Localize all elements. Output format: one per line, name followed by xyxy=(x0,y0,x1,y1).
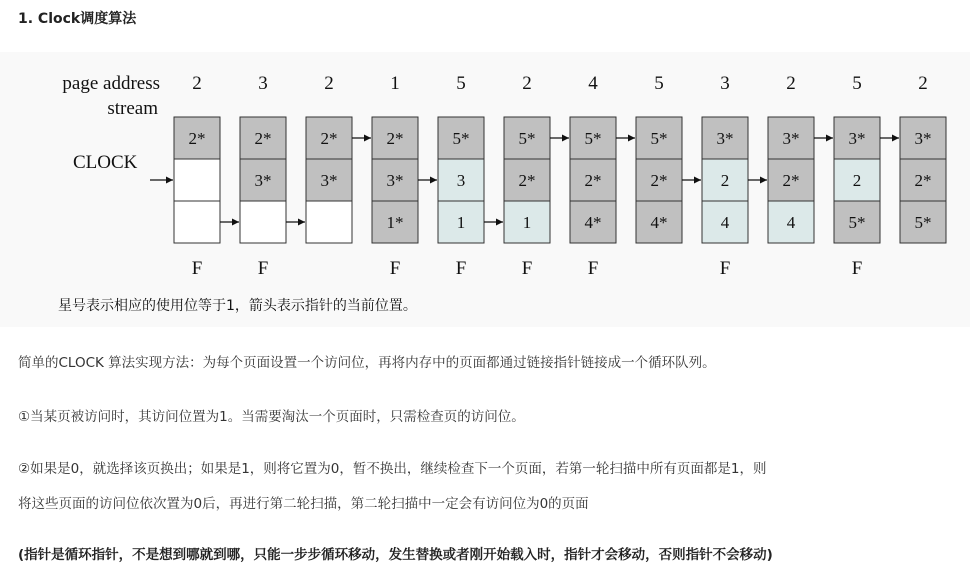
page-reference: 5 xyxy=(852,73,862,94)
frame-cell-value: 3* xyxy=(716,129,734,148)
frame-cell-value: 2 xyxy=(720,171,730,190)
frame-cell-value: 3* xyxy=(914,129,932,148)
frame-cell-value: 5* xyxy=(452,129,470,148)
stream-label-line2: stream xyxy=(107,98,158,119)
frame-cell-value: 4 xyxy=(720,213,730,232)
frame-cell xyxy=(174,201,220,243)
page-fault-marker: F xyxy=(587,258,599,279)
frame-cell-value: 4* xyxy=(584,213,602,232)
frame-cell-value: 1* xyxy=(386,213,404,232)
frame-cell-value: 3* xyxy=(848,129,866,148)
page-fault-marker: F xyxy=(257,258,269,279)
frame-column xyxy=(150,73,220,279)
frame-cell-value: 2* xyxy=(320,129,338,148)
page-fault-marker: F xyxy=(521,258,533,279)
frame-cell-value: 3* xyxy=(320,171,338,190)
frame-column xyxy=(814,73,880,279)
figure-caption: 星号表示相应的使用位等于1，箭头表示指针的当前位置。 xyxy=(58,298,417,314)
frame-cell-value: 2* xyxy=(386,129,404,148)
paragraph-step-2-line2: 将这些页面的访问位依次置为0后，再进行第二轮扫描，第二轮扫描中一定会有访问位为0的页面 xyxy=(18,496,589,512)
page-fault-marker: F xyxy=(191,258,203,279)
frame-cell-value: 3* xyxy=(782,129,800,148)
page-fault-marker: F xyxy=(455,258,467,279)
clock-diagram xyxy=(0,52,970,327)
paragraph-step-2-line1: ②如果是0，就选择该页换出；如果是1，则将它置为0，暂不换出，继续检查下一个页面，若第一轮扫描中所有页面都是1，则 xyxy=(18,461,767,477)
frame-cell-value: 2* xyxy=(914,171,932,190)
page-fault-marker: F xyxy=(719,258,731,279)
frame-cell-value: 5* xyxy=(914,213,932,232)
frame-cell-value: 3* xyxy=(254,171,272,190)
frame-column xyxy=(484,73,550,279)
page-reference: 5 xyxy=(654,73,664,94)
frame-cell-value: 1 xyxy=(456,213,466,232)
frame-cell-value: 5* xyxy=(518,129,536,148)
frame-cell-value: 3 xyxy=(456,171,466,190)
clock-algorithm-figure xyxy=(0,52,970,327)
page-reference: 2 xyxy=(192,73,202,94)
paragraph-implementation: 简单的CLOCK 算法实现方法：为每个页面设置一个访问位，再将内存中的页面都通过链接指针链接成一个循环队列。 xyxy=(18,355,716,371)
frame-cell-value: 2 xyxy=(852,171,862,190)
frame-column xyxy=(682,73,748,279)
section-heading: 1. Clock调度算法 xyxy=(18,11,137,27)
frame-column xyxy=(418,73,484,279)
clock-label: CLOCK xyxy=(73,152,138,173)
page-reference: 5 xyxy=(456,73,466,94)
frame-column xyxy=(880,73,946,243)
frame-cell-value: 1 xyxy=(522,213,532,232)
page-reference: 1 xyxy=(390,73,400,94)
frame-cell-value: 4* xyxy=(650,213,668,232)
frame-cell-value: 2* xyxy=(254,129,272,148)
frame-cell-value: 2* xyxy=(650,171,668,190)
page-reference: 2 xyxy=(522,73,532,94)
page-reference: 2 xyxy=(786,73,796,94)
frame-cell-value: 2* xyxy=(518,171,536,190)
frame-cell-value: 3* xyxy=(386,171,404,190)
frame-cell-value: 4 xyxy=(786,213,796,232)
page-reference: 2 xyxy=(918,73,928,94)
frame-column xyxy=(748,73,814,243)
stream-label-line1: page address xyxy=(62,73,160,94)
frame-column xyxy=(616,73,682,243)
frame-column xyxy=(550,73,616,279)
page-reference: 4 xyxy=(588,73,598,94)
page-reference: 3 xyxy=(258,73,268,94)
frame-cell-value: 5* xyxy=(650,129,668,148)
page-reference: 3 xyxy=(720,73,730,94)
frame-column xyxy=(220,73,286,279)
page-reference: 2 xyxy=(324,73,334,94)
frame-cell-value: 2* xyxy=(188,129,206,148)
frame-cell xyxy=(174,159,220,201)
frame-cell xyxy=(240,201,286,243)
page-fault-marker: F xyxy=(389,258,401,279)
frame-cell xyxy=(306,201,352,243)
frame-cell-value: 2* xyxy=(584,171,602,190)
paragraph-step-1: ①当某页被访问时，其访问位置为1。当需要淘汰一个页面时，只需检查页的访问位。 xyxy=(18,409,525,425)
frame-column xyxy=(286,73,352,243)
frame-columns xyxy=(150,73,946,279)
frame-cell-value: 2* xyxy=(782,171,800,190)
page-fault-marker: F xyxy=(851,258,863,279)
frame-cell-value: 5* xyxy=(584,129,602,148)
frame-cell-value: 5* xyxy=(848,213,866,232)
frame-column xyxy=(352,73,418,279)
paragraph-pointer-note: (指针是循环指针，不是想到哪就到哪，只能一步步循环移动，发生替换或者刚开始载入时，指针才会移动，否则指针不会移动) xyxy=(18,547,773,563)
